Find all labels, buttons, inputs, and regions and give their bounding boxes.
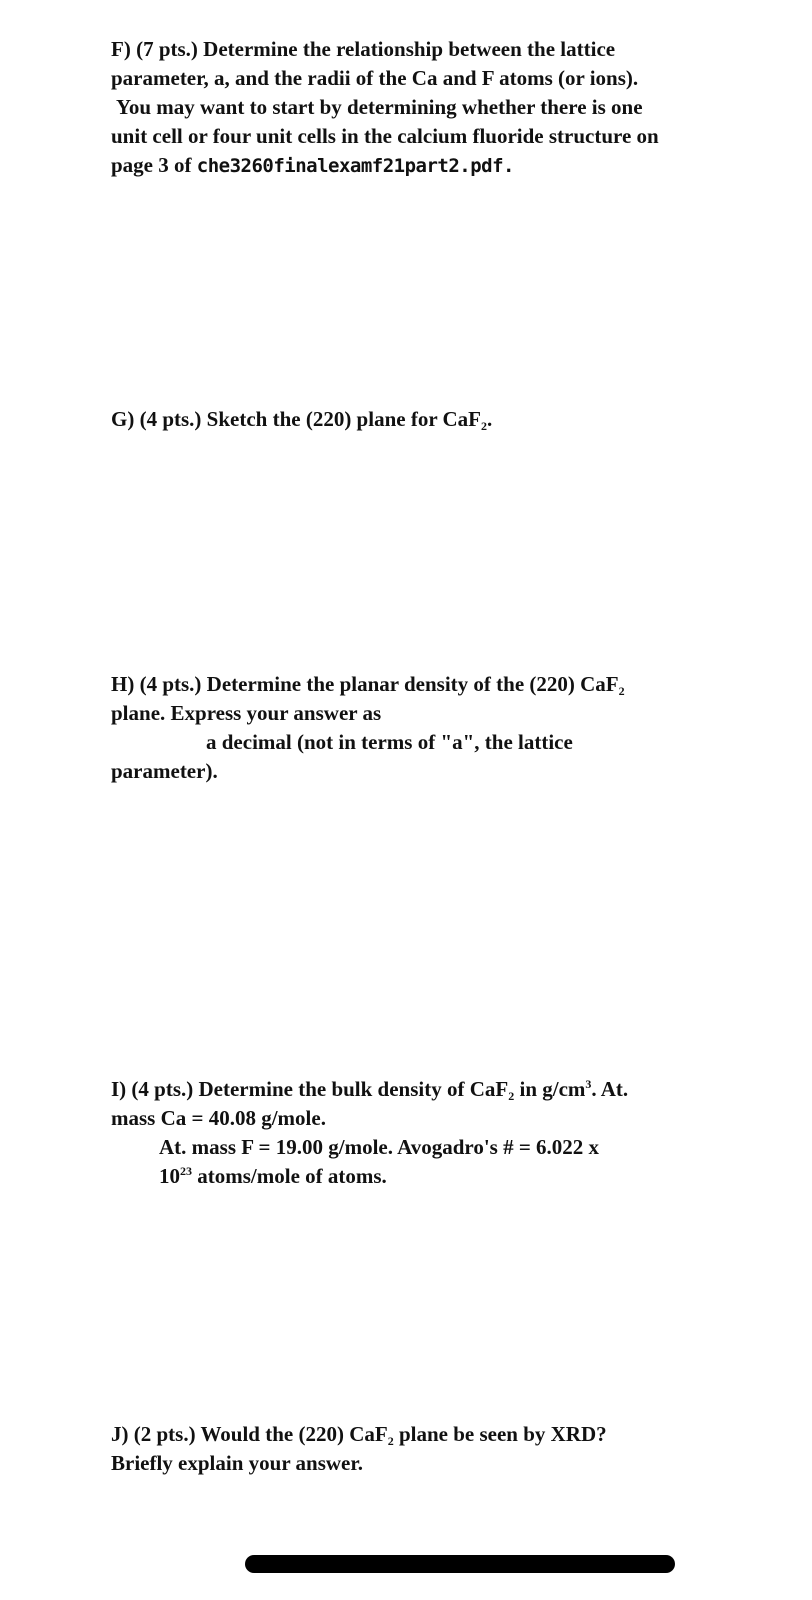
question-h-line-2: plane. Express your answer as [111, 701, 382, 725]
question-f-line-3: You may want to start by determining whether there is one [116, 95, 643, 119]
question-j-tail: plane be seen by XRD? [393, 1422, 607, 1446]
question-i-tail: . At. [591, 1077, 629, 1101]
question-h-line-3: a decimal (not in terms of "a", the lattice [206, 730, 573, 754]
subscript: 2 [481, 419, 488, 433]
question-f-line-5 [111, 151, 721, 181]
question-i-line-4-text: atoms/mole of atoms. [192, 1164, 387, 1188]
question-h-line-4: parameter). [111, 759, 218, 783]
question-g [111, 405, 721, 434]
question-j-line-2: Briefly explain your answer. [111, 1451, 364, 1475]
home-indicator-bar[interactable] [245, 1555, 675, 1573]
question-j [111, 1420, 721, 1478]
question-g-suffix: . [487, 407, 493, 431]
question-f-line-1: F) (7 pts.) Determine the relationship between the lattice [111, 37, 616, 61]
exponent-base: 10 [159, 1164, 180, 1188]
question-f-line-4: unit cell or four unit cells in the calcium fluoride structure on [111, 124, 659, 148]
question-f [111, 35, 721, 181]
superscript: 3 [585, 1077, 592, 1091]
question-i-line-2: mass Ca = 40.08 g/mole. [111, 1106, 326, 1130]
question-j-text: J) (2 pts.) Would the (220) CaF [111, 1422, 388, 1446]
question-g-line-1 [111, 405, 721, 434]
subscript: 2 [618, 684, 625, 698]
question-i-line-4 [111, 1162, 721, 1191]
question-h-text: H) (4 pts.) Determine the planar density of the (220) CaF [111, 672, 619, 696]
question-f-line-2: parameter, a, and the radii of the Ca and F atoms (or ions). [111, 66, 639, 90]
question-h [111, 670, 721, 786]
subscript: 2 [387, 1434, 394, 1448]
question-j-line-1 [111, 1420, 721, 1449]
question-h-line-1 [111, 670, 721, 699]
question-i-line-3: At. mass F = 19.00 g/mole. Avogadro's # = 6.022 x [159, 1135, 600, 1159]
subscript: 2 [508, 1089, 515, 1103]
question-i-text: I) (4 pts.) Determine the bulk density of CaF [111, 1077, 509, 1101]
question-i-line-1 [111, 1075, 721, 1104]
question-i [111, 1075, 721, 1191]
pdf-filename: che3260finalexamf21part2.pdf. [196, 155, 514, 177]
question-i-unit: in g/cm [514, 1077, 586, 1101]
question-f-line-5-prefix: page 3 of [111, 153, 197, 177]
question-g-text: G) (4 pts.) Sketch the (220) plane for CaF [111, 407, 482, 431]
superscript: 23 [180, 1164, 192, 1178]
